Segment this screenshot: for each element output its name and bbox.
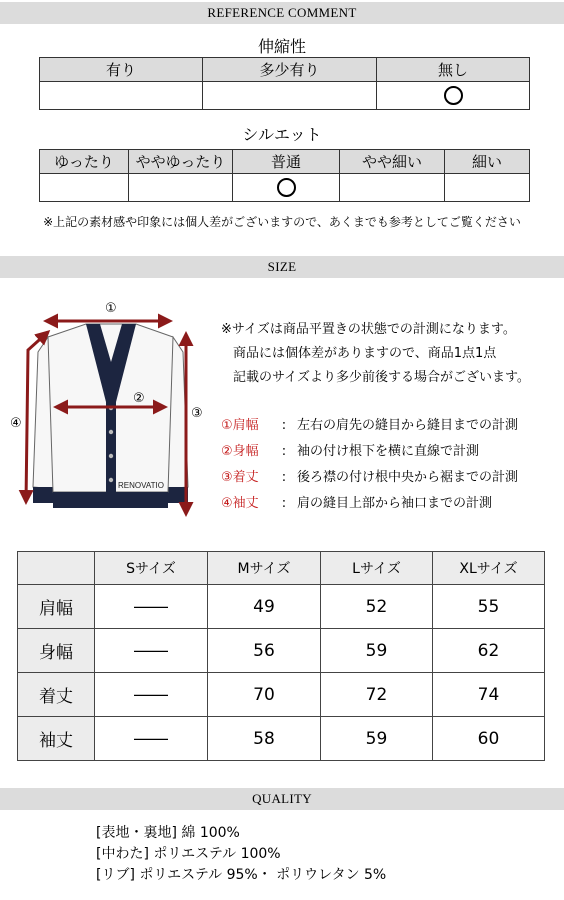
definition-text: 後ろ襟の付け根中央から裾までの計測	[297, 470, 519, 485]
size-header-xl: XLサイズ	[433, 552, 545, 585]
silhouette-col-slim: 細い	[445, 150, 530, 174]
row-label-shoulder: 肩幅	[18, 585, 95, 629]
size-cell: 70	[208, 673, 321, 717]
marker-chest: ②	[133, 391, 145, 406]
size-cell: ――	[95, 673, 208, 717]
size-cell: 52	[321, 585, 433, 629]
selected-circle-icon	[444, 86, 463, 105]
definition-text: 袖の付け根下を横に直線で計測	[297, 444, 480, 459]
stretch-mark-cell	[40, 82, 203, 110]
row-label-length: 着丈	[18, 673, 95, 717]
size-band: SIZE	[0, 256, 564, 278]
row-label-sleeve: 袖丈	[18, 717, 95, 761]
quality-line-shell: [表地・裏地] 綿 100%	[96, 825, 240, 841]
silhouette-title: シルエット	[242, 125, 322, 144]
silhouette-col-regular: 普通	[233, 150, 340, 174]
size-header-l: Lサイズ	[321, 552, 433, 585]
size-cell: 60	[433, 717, 545, 761]
silhouette-col-slightly-slim: やや細い	[340, 150, 445, 174]
row-label-chest: 身幅	[18, 629, 95, 673]
definition-label: 身幅	[232, 444, 259, 459]
cardigan-illustration	[8, 292, 213, 530]
quality-list	[96, 823, 386, 886]
table-row	[18, 673, 545, 717]
stretch-col-yes: 有り	[40, 58, 203, 82]
definition-length: ③着丈 : 後ろ襟の付け根中央から裾までの計測	[221, 470, 519, 485]
size-table-corner	[18, 552, 95, 585]
stretch-col-none: 無し	[377, 58, 530, 82]
size-cell: 49	[208, 585, 321, 629]
measurement-definitions	[221, 413, 518, 517]
marker-sleeve: ④	[10, 416, 22, 431]
size-cell: 55	[433, 585, 545, 629]
definition-num: ④	[221, 496, 233, 511]
definition-chest: ②身幅 : 袖の付け根下を横に直線で計測	[221, 444, 480, 459]
size-cell: 59	[321, 717, 433, 761]
selected-circle-icon	[277, 178, 296, 197]
size-cell: 62	[433, 629, 545, 673]
quality-line-padding: [中わた] ポリエステル 100%	[96, 846, 281, 862]
silhouette-col-slightly-loose: ややゆったり	[129, 150, 233, 174]
size-header-s: Sサイズ	[95, 552, 208, 585]
size-note-line-2: 商品には個体差がありますので、商品1点1点	[233, 346, 497, 361]
silhouette-mark-cell	[445, 174, 530, 202]
stretch-table	[39, 57, 530, 110]
size-note-line-1: ※サイズは商品平置きの状態での計測になります。	[221, 322, 516, 337]
definition-shoulder: ①肩幅 : 左右の肩先の縫目から縫目までの計測	[221, 418, 519, 433]
garment-label-text: RENOVATIO	[118, 481, 164, 490]
table-row	[18, 585, 545, 629]
size-cell: 58	[208, 717, 321, 761]
marker-shoulder: ①	[105, 301, 117, 316]
definition-label: 着丈	[232, 470, 259, 485]
size-cell: ――	[95, 629, 208, 673]
stretch-mark-cell	[203, 82, 377, 110]
silhouette-mark-cell	[340, 174, 445, 202]
size-cell: ――	[95, 717, 208, 761]
cardigan-diagram	[8, 292, 213, 530]
silhouette-col-loose: ゆったり	[40, 150, 129, 174]
stretch-title: 伸縮性	[257, 37, 306, 56]
silhouette-table	[39, 149, 530, 202]
definition-text: 肩の縫目上部から袖口までの計測	[297, 496, 493, 511]
definition-num: ①	[221, 418, 233, 433]
size-cell: 74	[433, 673, 545, 717]
size-cell: ――	[95, 585, 208, 629]
size-cell: 72	[321, 673, 433, 717]
silhouette-mark-cell	[40, 174, 129, 202]
size-cell: 56	[208, 629, 321, 673]
size-header-m: Mサイズ	[208, 552, 321, 585]
definition-label: 肩幅	[232, 418, 259, 433]
silhouette-mark-cell	[129, 174, 233, 202]
marker-length: ③	[191, 406, 203, 421]
stretch-col-some: 多少有り	[203, 58, 377, 82]
silhouette-mark-cell	[233, 174, 340, 202]
definition-sleeve: ④袖丈 : 肩の縫目上部から袖口までの計測	[221, 496, 493, 511]
quality-line-rib: [リブ] ポリエステル 95%・ ポリウレタン 5%	[96, 867, 387, 883]
size-table	[17, 551, 545, 761]
definition-text: 左右の肩先の縫目から縫目までの計測	[297, 418, 519, 433]
quality-band: QUALITY	[0, 788, 564, 810]
size-note-line-3: 記載のサイズより多少前後する場合がございます。	[233, 370, 530, 385]
definition-num: ②	[221, 444, 233, 459]
stretch-mark-cell	[377, 82, 530, 110]
table-row	[18, 717, 545, 761]
reference-comment-band: REFERENCE COMMENT	[0, 2, 564, 24]
size-cell: 59	[321, 629, 433, 673]
table-row	[18, 629, 545, 673]
definition-num: ③	[221, 470, 233, 485]
definition-label: 袖丈	[232, 496, 259, 511]
reference-note: ※上記の素材感や印象には個人差がございますので、あくまでも参考としてご覧ください	[43, 215, 521, 229]
